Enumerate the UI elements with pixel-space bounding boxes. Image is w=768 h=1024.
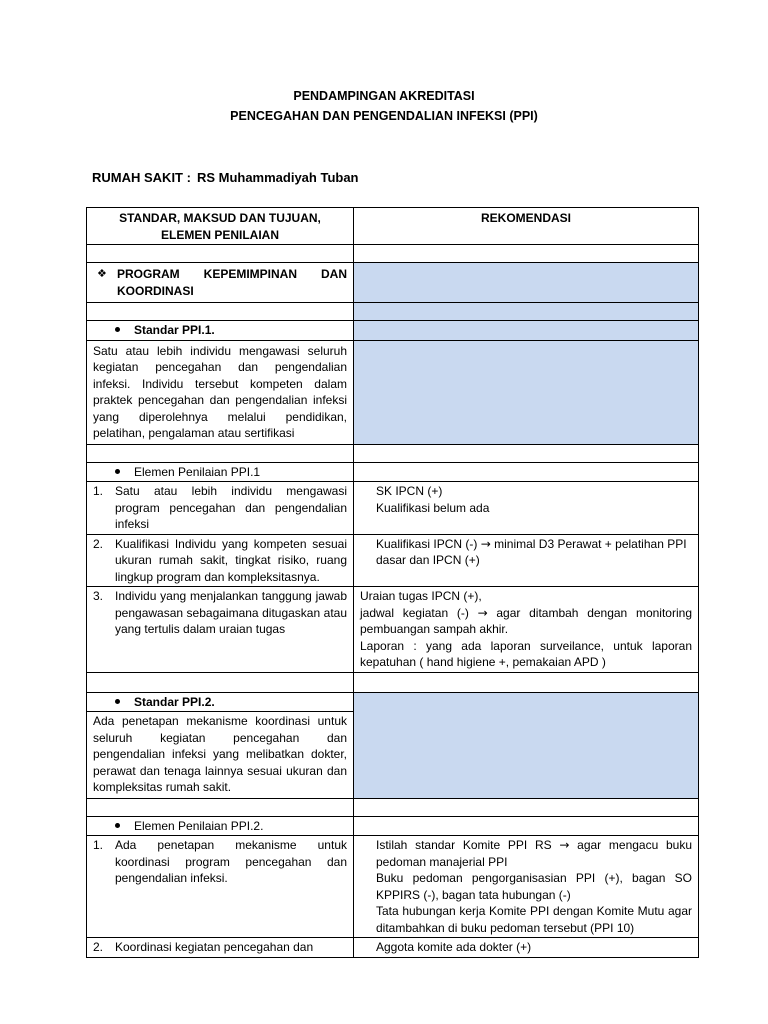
elemen2-label: Elemen Penilaian PPI.2. — [134, 818, 264, 833]
spacer-row — [87, 798, 699, 816]
ep2-1-text: Ada penetapan mekanisme untuk koordinasi program pencegahan dan pengendalian infeksi. — [115, 838, 347, 885]
program-row — [87, 263, 699, 303]
document-title-line2: PENCEGAHAN DAN PENGENDALIAN INFEKSI (PPI) — [230, 109, 538, 123]
item-number: 2. — [93, 940, 104, 954]
arrow-right-icon: → — [559, 838, 570, 852]
ep1-1-row — [87, 482, 699, 535]
spacer-row — [87, 444, 699, 462]
item-number: 1. — [93, 838, 104, 852]
standar1-text-row — [87, 340, 699, 444]
elemen2-row — [87, 816, 699, 836]
rec-cell-empty — [354, 340, 699, 444]
item-number: 1. — [93, 484, 104, 498]
ep2-1-rec1a: Istilah standar Komite PPI RS — [376, 838, 552, 852]
standar2-text: Ada penetapan mekanisme koordinasi untuk seluruh kegiatan pencegahan dan pengendalian infeksi yang melibatkan dokter, perawat dan tenaga lainnya sesuai ukuran dan kompleksitas rumah sakit. — [87, 712, 354, 799]
ep1-3-rec2a: jadwal kegiatan (-) — [360, 605, 469, 620]
ep2-1-rec2: Buku pedoman pengorganisasian PPI (+), bagan SO KPPIRS (-), bagan tata hubungan (-) — [376, 871, 692, 902]
ep2-2-row — [87, 938, 699, 958]
elemen1-row — [87, 462, 699, 482]
rec-cell-empty — [354, 692, 699, 798]
ep1-3-rec3: Laporan : yang ada laporan surveilance, untuk laporan kepatuhan ( hand higiene +, pemakaian APD ) — [360, 638, 692, 669]
item-number: 3. — [93, 589, 104, 603]
program-title: PROGRAM KEPEMIMPINAN DAN KOORDINASI — [117, 267, 347, 298]
elemen1-label: Elemen Penilaian PPI.1 — [134, 464, 261, 479]
col2-header: REKOMENDASI — [354, 208, 699, 245]
arrow-right-icon: → — [480, 536, 491, 551]
ep1-2-rec-a: Kualifikasi IPCN (-) — [376, 536, 478, 551]
ep1-3-row — [87, 587, 699, 673]
standar2-label: Standar PPI.2. — [134, 694, 215, 709]
diamond-bullet-icon: ❖ — [97, 268, 107, 280]
bullet-icon — [115, 699, 120, 704]
bullet-icon — [115, 327, 120, 332]
rec-cell-empty — [354, 263, 699, 303]
ep2-1-row — [87, 836, 699, 938]
spacer-row — [87, 303, 699, 321]
ep2-2-text: Koordinasi kegiatan pencegahan dan — [115, 940, 314, 954]
bullet-icon — [115, 823, 120, 828]
ep2-2-rec1: Aggota komite ada dokter (+) — [376, 940, 532, 954]
item-number: 2. — [93, 536, 104, 551]
bullet-icon — [115, 469, 120, 474]
ep1-1-rec1: SK IPCN (+) — [376, 484, 443, 498]
spacer-row — [87, 672, 699, 692]
hospital-label: RUMAH SAKIT : — [92, 170, 191, 185]
standar1-label: Standar PPI.1. — [134, 323, 215, 337]
ep1-1-text: Satu atau lebih individu mengawasi program pencegahan dan pengendalian infeksi — [115, 484, 347, 531]
standar2-row — [87, 692, 699, 712]
ep1-2-text: Kualifikasi Individu yang kompeten sesuai ukuran rumah sakit, tingkat risiko, ruang lingkup program dan kompleksitasnya. — [115, 536, 347, 584]
ep1-3-rec2b: agar ditambah dengan monitoring pembuangan sampah akhir. — [360, 605, 692, 636]
hospital-name: RS Muhammadiyah Tuban — [196, 170, 359, 185]
ep1-3-text: Individu yang menjalankan tanggung jawab pengawasan sebagaimana ditugaskan atau yang tertulis dalam uraian tugas — [115, 589, 347, 636]
col1-header: STANDAR, MAKSUD DAN TUJUAN, ELEMEN PENILAIAN — [87, 208, 354, 245]
spacer-row — [87, 245, 699, 263]
ep2-1-rec3: Tata hubungan kerja Komite PPI dengan Komite Mutu agar ditambahkan di buku pedoman tersebut (PPI 10) — [376, 904, 692, 935]
document-title-line1: PENDAMPINGAN AKREDITASI — [293, 89, 475, 103]
table-header-row — [87, 208, 699, 245]
arrow-right-icon: → — [477, 605, 488, 620]
rec-cell-empty — [354, 321, 699, 341]
standar1-row — [87, 321, 699, 341]
ep1-2-row — [87, 534, 699, 587]
ep1-1-rec2: Kualifikasi belum ada — [376, 500, 490, 515]
ep1-2-rec-b: minimal D3 Perawat + pelatihan PPI dasar dan IPCN (+) — [376, 536, 687, 567]
ep2-1-rec1b: agar mengacu buku pedoman manajerial PPI — [376, 838, 693, 869]
ep1-3-rec1: Uraian tugas IPCN (+), — [360, 589, 482, 603]
accreditation-table — [86, 207, 699, 958]
hospital-line — [92, 170, 359, 185]
standar1-text: Satu atau lebih individu mengawasi seluruh kegiatan pencegahan dan pengendalian infeksi. Individu tersebut kompeten dalam praktek pencegahan dan pengendalian infeksi yang diperolehnya melalui pendidikan, pelatihan, pengalaman atau sertifikasi — [87, 340, 354, 444]
